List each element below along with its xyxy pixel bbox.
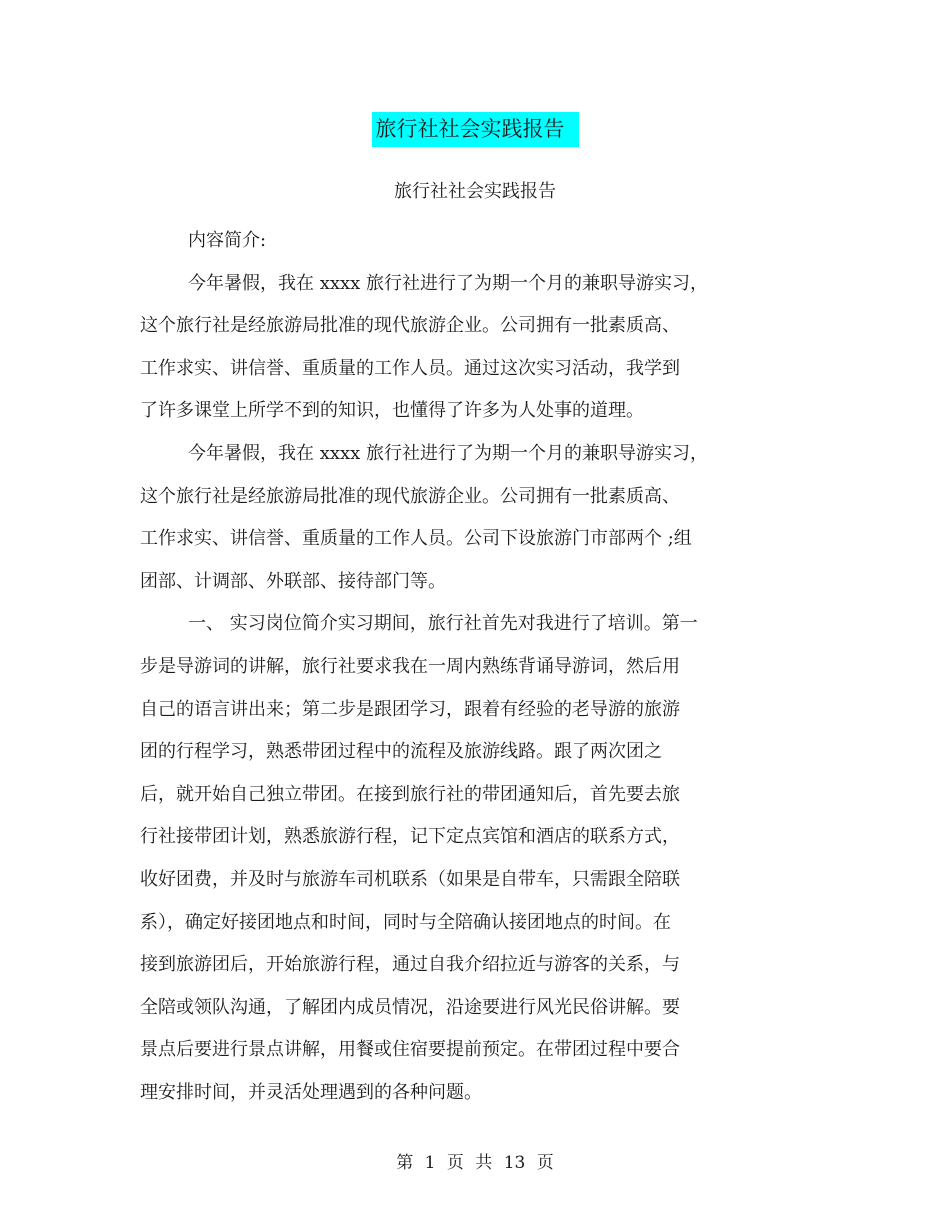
body-line: 收好团费，并及时与旅游车司机联系（如果是自带车，只需跟全陪联	[140, 868, 680, 890]
body-line: 理安排时间，并灵活处理遇到的各种问题。	[140, 1081, 482, 1103]
body-line: 步是导游词的讲解，旅行社要求我在一周内熟练背诵导游词，然后用	[140, 655, 680, 677]
banner-title: 旅行社社会实践报告	[372, 112, 579, 147]
body-line: 后，就开始自己独立带团。在接到旅行社的带团通知后，首先要去旅	[140, 783, 680, 805]
document-body	[140, 220, 830, 1114]
body-line: 自己的语言讲出来；第二步是跟团学习，跟着有经验的老导游的旅游	[140, 698, 680, 720]
page-footer: 第 1 页 共 13 页	[396, 1153, 554, 1173]
body-line: 系），确定好接团地点和时间，同时与全陪确认接团地点的时间。在	[140, 911, 671, 933]
body-line: 今年暑假，我在 xxxx 旅行社进行了为期一个月的兼职导游实习，	[188, 442, 709, 464]
body-line: 一、 实习岗位简介实习期间，旅行社首先对我进行了培训。第一	[188, 613, 698, 635]
body-line: 行社接带团计划，熟悉旅游行程，记下定点宾馆和酒店的联系方式，	[140, 826, 680, 848]
body-line: 景点后要进行景点讲解，用餐或住宿要提前预定。在带团过程中要合	[140, 1039, 680, 1061]
banner-title-wrap	[0, 112, 950, 147]
body-line: 这个旅行社是经旅游局批准的现代旅游企业。公司拥有一批素质高、	[140, 315, 680, 337]
body-line: 接到旅游团后，开始旅游行程，通过自我介绍拉近与游客的关系，与	[140, 954, 680, 976]
body-line: 工作求实、讲信誉、重质量的工作人员。公司下设旅游门市部两个 ;组	[140, 528, 692, 550]
document-subtitle: 旅行社社会实践报告	[394, 181, 556, 202]
body-line: 团的行程学习，熟悉带团过程中的流程及旅游线路。跟了两次团之	[140, 741, 662, 763]
body-line: 全陪或领队沟通，了解团内成员情况，沿途要进行风光民俗讲解。要	[140, 996, 680, 1018]
body-line: 内容简介:	[188, 230, 267, 251]
body-line: 这个旅行社是经旅游局批准的现代旅游企业。公司拥有一批素质高、	[140, 485, 680, 507]
body-line: 工作求实、讲信誉、重质量的工作人员。通过这次实习活动，我学到	[140, 357, 680, 379]
body-line: 团部、计调部、外联部、接待部门等。	[140, 570, 446, 592]
body-line: 今年暑假，我在 xxxx 旅行社进行了为期一个月的兼职导游实习，	[188, 272, 709, 294]
body-line: 了许多课堂上所学不到的知识，也懂得了许多为人处事的道理。	[140, 400, 644, 422]
